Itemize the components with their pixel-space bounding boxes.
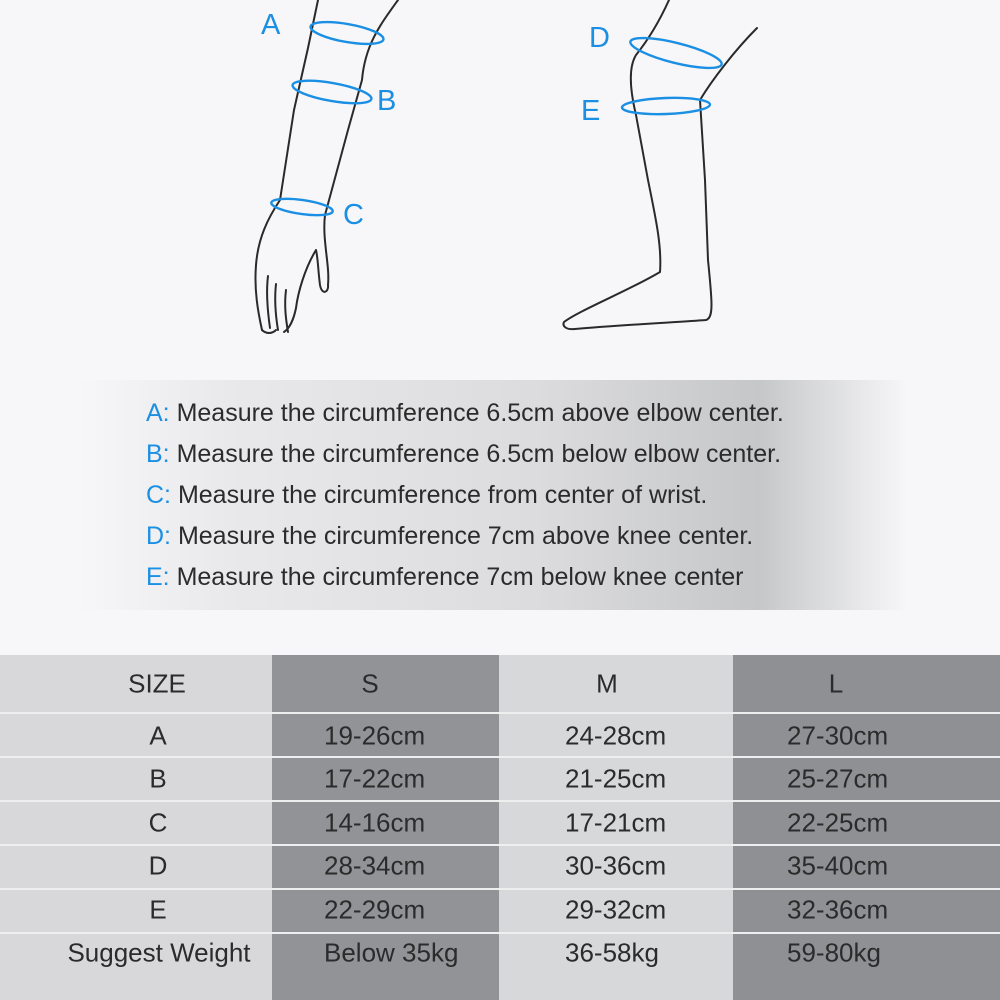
instructions-panel [78, 380, 908, 610]
row-divider [0, 800, 1000, 802]
instruction-letter: D: [146, 522, 171, 550]
instruction-a [146, 399, 784, 428]
cell-l: 35-40cm [787, 850, 889, 881]
row-divider [0, 756, 1000, 758]
instruction-c [146, 481, 707, 510]
instruction-text: Measure the circumference 7cm below knee center [169, 563, 744, 591]
row-label: E [149, 894, 167, 925]
ring-c [270, 196, 333, 218]
ring-d [628, 32, 724, 74]
cell-s: 19-26cm [324, 720, 426, 751]
header-size: SIZE [128, 668, 186, 699]
cell-s: 22-29cm [324, 894, 426, 925]
header-l: L [828, 668, 844, 699]
cell-m: 17-21cm [565, 807, 667, 838]
instruction-letter: B: [146, 440, 170, 468]
row-label: B [149, 763, 167, 794]
cell-m: 21-25cm [565, 763, 667, 794]
instruction-text: Measure the circumference 6.5cm below elbow center. [169, 440, 782, 468]
cell-l: 59-80kg [787, 937, 881, 968]
cell-s: 28-34cm [324, 850, 426, 881]
instruction-text: Measure the circumference 6.5cm above elbow center. [169, 399, 784, 427]
instruction-text: Measure the circumference from center of wrist. [171, 481, 708, 509]
row-divider [0, 888, 1000, 890]
cell-m: 29-32cm [565, 894, 667, 925]
row-divider [0, 844, 1000, 846]
cell-s: 17-22cm [324, 763, 426, 794]
cell-s: Below 35kg [324, 937, 459, 968]
cell-l: 25-27cm [787, 763, 889, 794]
cell-l: 27-30cm [787, 720, 889, 751]
label-c: C [343, 199, 364, 231]
size-table [0, 655, 1000, 1000]
hand-fingers [262, 276, 288, 333]
row-label: Suggest Weight [67, 937, 251, 968]
cell-m: 30-36cm [565, 850, 667, 881]
instruction-letter: A: [146, 399, 170, 427]
label-a: A [261, 9, 281, 41]
header-m: M [596, 668, 618, 699]
ring-b [291, 76, 373, 108]
label-d: D [589, 22, 610, 54]
row-label: A [149, 720, 167, 751]
row-label: C [148, 807, 168, 838]
cell-l: 32-36cm [787, 894, 889, 925]
instruction-text: Measure the circumference 7cm above knee center. [171, 522, 754, 550]
cell-m: 36-58kg [565, 937, 659, 968]
instruction-e [146, 563, 744, 592]
row-divider [0, 712, 1000, 714]
cell-m: 24-28cm [565, 720, 667, 751]
arm-outline [255, 0, 398, 332]
measurement-diagram [0, 0, 1000, 370]
instruction-d [146, 522, 753, 551]
row-divider [0, 932, 1000, 934]
instruction-letter: E: [146, 563, 170, 591]
instruction-letter: C: [146, 481, 171, 509]
header-s: S [361, 668, 379, 699]
ring-a [309, 18, 385, 49]
instruction-b [146, 440, 781, 469]
label-e: E [581, 95, 601, 127]
row-label: D [148, 850, 168, 881]
label-b: B [377, 85, 397, 117]
cell-l: 22-25cm [787, 807, 889, 838]
cell-s: 14-16cm [324, 807, 426, 838]
